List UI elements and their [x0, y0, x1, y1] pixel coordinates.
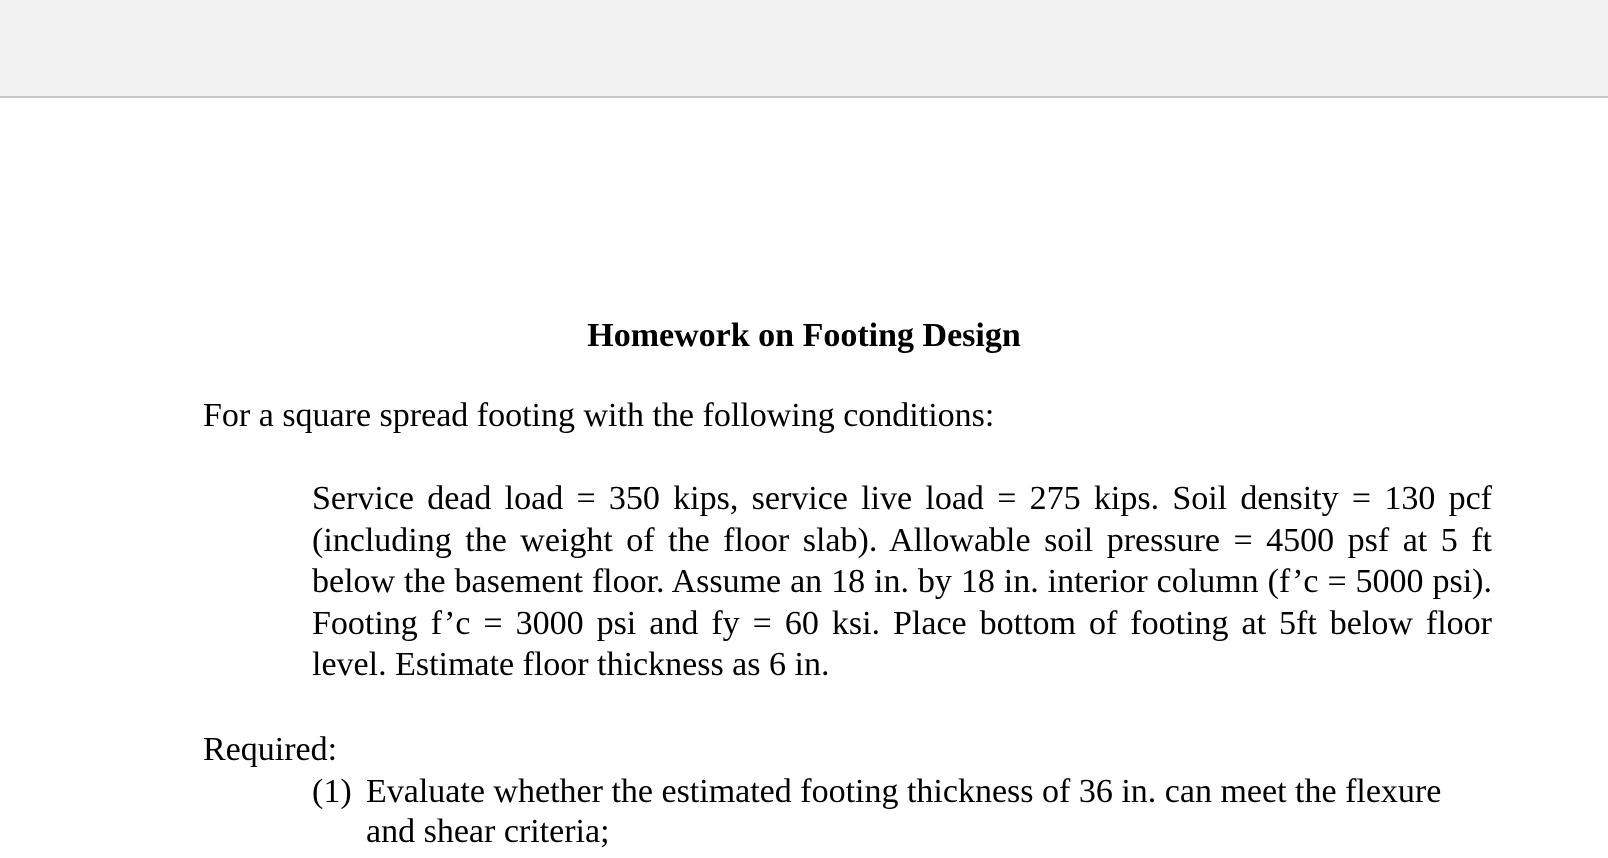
required-heading: Required: [203, 731, 338, 768]
required-item-number: (1) [312, 773, 352, 810]
required-item [312, 772, 1462, 852]
viewer-toolbar [0, 0, 1608, 98]
intro-paragraph: For a square spread footing with the following conditions: [203, 397, 995, 434]
required-item-text: Evaluate whether the estimated footing thickness of 36 in. can meet the flexure and shear criteria; [366, 773, 1442, 850]
document-title: Homework on Footing Design [587, 317, 1021, 354]
conditions-paragraph: Service dead load = 350 kips, service live load = 275 kips. Soil density = 130 pcf (including the weight of the floor slab). Allowable soil pressure = 4500 psf at 5 ft below the basement floor. Assume an 18 in. by 18 in. interior column (f’c = 5000 psi). Footing f’c = 3000 psi and fy = 60 ksi. Place bottom of footing at 5ft below floor level. Estimate floor thickness as 6 in. [312, 480, 1492, 683]
document-page [0, 98, 1608, 858]
